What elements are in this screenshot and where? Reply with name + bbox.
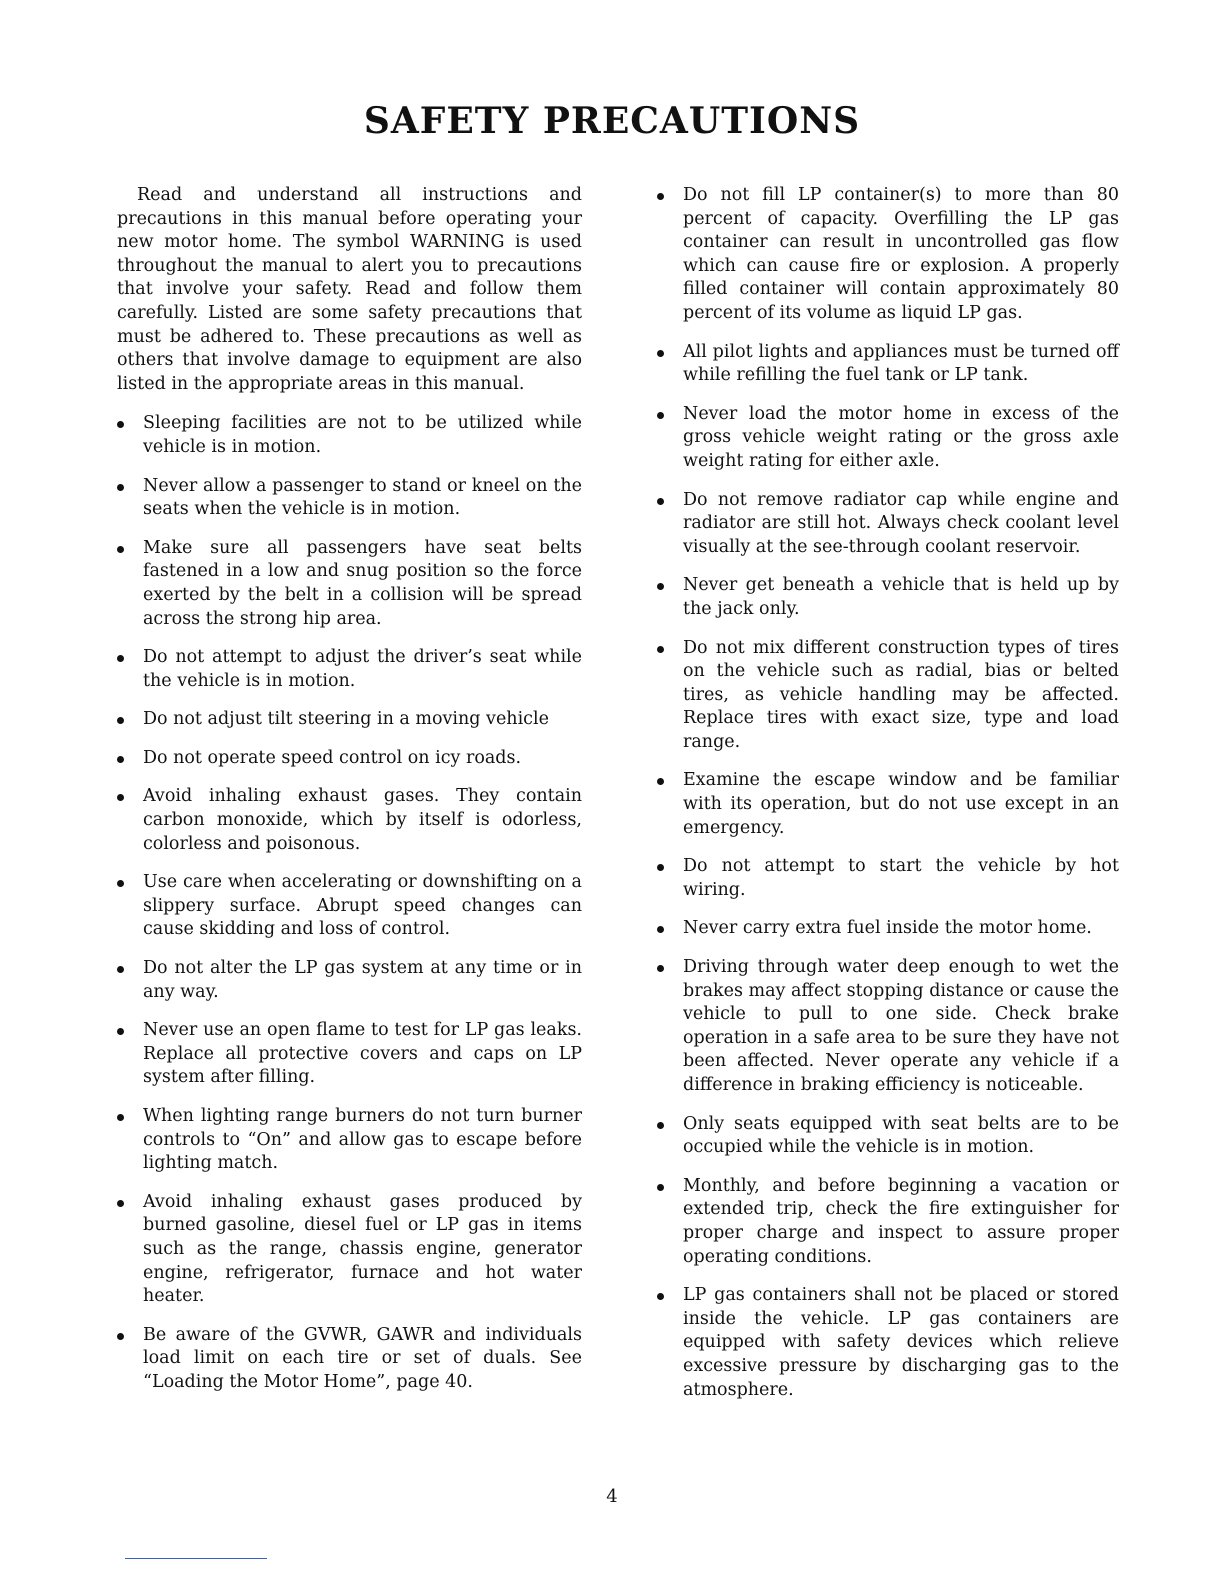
precaution-text: Do not operate speed control on icy roads. xyxy=(143,747,522,768)
precaution-text: Do not adjust tilt steering in a moving vehicle xyxy=(143,709,549,730)
precaution-item xyxy=(657,917,1119,941)
precaution-item xyxy=(657,184,1119,326)
precaution-text: Never load the motor home in excess of the gross vehicle weight rating or the gross axle weight rating for either axle. xyxy=(683,403,1119,471)
precaution-text: LP gas containers shall not be placed or stored inside the vehicle. LP gas containers are equipped with safety devices which relieve excessive pressure by discharging gas to the atmosphere. xyxy=(683,1285,1119,1400)
bullet-icon xyxy=(117,484,124,491)
bullet-icon xyxy=(657,583,664,590)
precaution-text: Never use an open flame to test for LP gas leaks. Replace all protective covers and caps on LP system after filling. xyxy=(143,1020,582,1088)
precaution-item xyxy=(117,1019,582,1090)
precaution-text: Be aware of the GVWR, GAWR and individuals load limit on each tire or set of duals. See “Loading the Motor Home”, page 40. xyxy=(143,1324,582,1392)
bullet-icon xyxy=(657,412,664,419)
right-column xyxy=(657,184,1119,1417)
precaution-text: Never get beneath a vehicle that is held up by the jack only. xyxy=(683,575,1119,619)
bullet-icon xyxy=(117,756,124,763)
precaution-item xyxy=(657,574,1119,621)
precaution-item xyxy=(657,341,1119,388)
bullet-icon xyxy=(657,864,664,871)
precaution-text: Do not fill LP container(s) to more than 80 percent of capacity. Overfilling the LP gas container can result in uncontrolled gas flow which can cause fire or explosion. A properly filled container will contain approximately 80 percent of its volume as liquid LP gas. xyxy=(683,185,1119,323)
precaution-item xyxy=(117,537,582,631)
page-number: 4 xyxy=(606,1486,618,1507)
precaution-item xyxy=(117,957,582,1004)
precaution-item xyxy=(117,871,582,942)
bullet-icon xyxy=(657,1293,664,1300)
precaution-text: Make sure all passengers have seat belts fastened in a low and snug position so the force exerted by the belt in a collision will be spread across the strong hip area. xyxy=(143,537,582,629)
bullet-icon xyxy=(657,498,664,505)
precaution-text: All pilot lights and appliances must be turned off while refilling the fuel tank or LP tank. xyxy=(683,341,1119,386)
precaution-text: When lighting range burners do not turn burner controls to “On” and allow gas to escape before lighting match. xyxy=(143,1106,582,1174)
precaution-item xyxy=(117,1191,582,1309)
precaution-item xyxy=(657,855,1119,902)
precaution-text: Only seats equipped with seat belts are to be occupied while the vehicle is in motion. xyxy=(683,1113,1119,1158)
precaution-text: Do not mix different construction types of tires on the vehicle such as radial, bias or belted tires, as vehicle handling may be affected. Replace tires with exact size, type and load range. xyxy=(683,637,1119,752)
bullet-icon xyxy=(657,350,664,357)
precaution-item xyxy=(657,956,1119,1098)
precaution-text: Monthly, and before beginning a vacation or extended trip, check the fire extinguisher for proper charge and inspect to assure proper operating conditions. xyxy=(683,1175,1119,1267)
precaution-text: Never carry extra fuel inside the motor home. xyxy=(683,918,1092,939)
bullet-icon xyxy=(117,655,124,662)
left-column xyxy=(117,184,582,1410)
bullet-icon xyxy=(657,193,664,200)
precaution-text: Sleeping facilities are not to be utilized while vehicle is in motion. xyxy=(143,413,582,457)
precaution-item xyxy=(657,489,1119,560)
bullet-icon xyxy=(117,966,124,973)
bullet-icon xyxy=(117,1114,124,1121)
precaution-item xyxy=(117,1105,582,1176)
bullet-icon xyxy=(657,1122,664,1129)
page-title: SAFETY PRECAUTIONS xyxy=(363,100,861,142)
bullet-icon xyxy=(117,794,124,801)
bullet-icon xyxy=(657,778,664,785)
bullet-icon xyxy=(657,1184,664,1191)
bullet-icon xyxy=(117,546,124,553)
precaution-text: Do not alter the LP gas system at any time or in any way. xyxy=(143,958,582,1002)
bullet-icon xyxy=(117,880,124,887)
precaution-text: Do not attempt to adjust the driver’s seat while the vehicle is in motion. xyxy=(143,647,582,691)
precaution-text: Never allow a passenger to stand or kneel on the seats when the vehicle is in motion. xyxy=(143,475,582,520)
precaution-item xyxy=(657,1175,1119,1269)
intro-paragraph: Read and understand all instructions and precautions in this manual before operating your new motor home. The symbol WARNING is used throughout the manual to alert you to precautions that involve your safety. Read and follow them carefully. Listed are some safety precautions that must be adhered to. These precautions as well as others that involve damage to equipment are also listed in the appropriate areas in this manual. xyxy=(117,185,582,394)
precaution-item xyxy=(657,1113,1119,1160)
precaution-item xyxy=(657,1284,1119,1402)
precaution-text: Do not remove radiator cap while engine and radiator are still hot. Always check coolant level visually at the see-through coolant reservoir. xyxy=(683,489,1119,557)
precaution-item xyxy=(117,785,582,856)
precaution-item xyxy=(117,708,582,732)
left-precaution-list xyxy=(117,412,582,1394)
precaution-item xyxy=(117,1324,582,1395)
precaution-item xyxy=(117,475,582,522)
precaution-item xyxy=(657,637,1119,755)
bullet-icon xyxy=(117,1333,124,1340)
bullet-icon xyxy=(117,717,124,724)
precaution-text: Examine the escape window and be familiar with its operation, but do not use except in an emergency. xyxy=(683,770,1119,838)
precaution-item xyxy=(117,747,582,771)
precaution-text: Use care when accelerating or downshifting on a slippery surface. Abrupt speed changes can cause skidding and loss of control. xyxy=(143,872,582,940)
precaution-text: Do not attempt to start the vehicle by hot wiring. xyxy=(683,856,1119,900)
precaution-text: Avoid inhaling exhaust gases produced by burned gasoline, diesel fuel or LP gas in items such as the range, chassis engine, generator engine, refrigerator, furnace and hot water heater. xyxy=(143,1191,582,1307)
precaution-item xyxy=(117,412,582,459)
bullet-icon xyxy=(657,926,664,933)
precaution-item xyxy=(657,769,1119,840)
bullet-icon xyxy=(657,965,664,972)
bullet-icon xyxy=(117,1200,124,1207)
precaution-item xyxy=(657,403,1119,474)
precaution-text: Avoid inhaling exhaust gases. They contain carbon monoxide, which by itself is odorless, colorless and poisonous. xyxy=(143,786,582,854)
bullet-icon xyxy=(117,421,124,428)
precaution-item xyxy=(117,646,582,693)
footer-rule xyxy=(125,1558,267,1559)
bullet-icon xyxy=(117,1028,124,1035)
precaution-text: Driving through water deep enough to wet the brakes may affect stopping distance or cause the vehicle to pull to one side. Check brake operation in a safe area to be sure they have not been affected. Never operate any vehicle if a difference in braking efficiency is noticeable. xyxy=(683,957,1119,1095)
bullet-icon xyxy=(657,646,664,653)
right-precaution-list xyxy=(657,184,1119,1402)
